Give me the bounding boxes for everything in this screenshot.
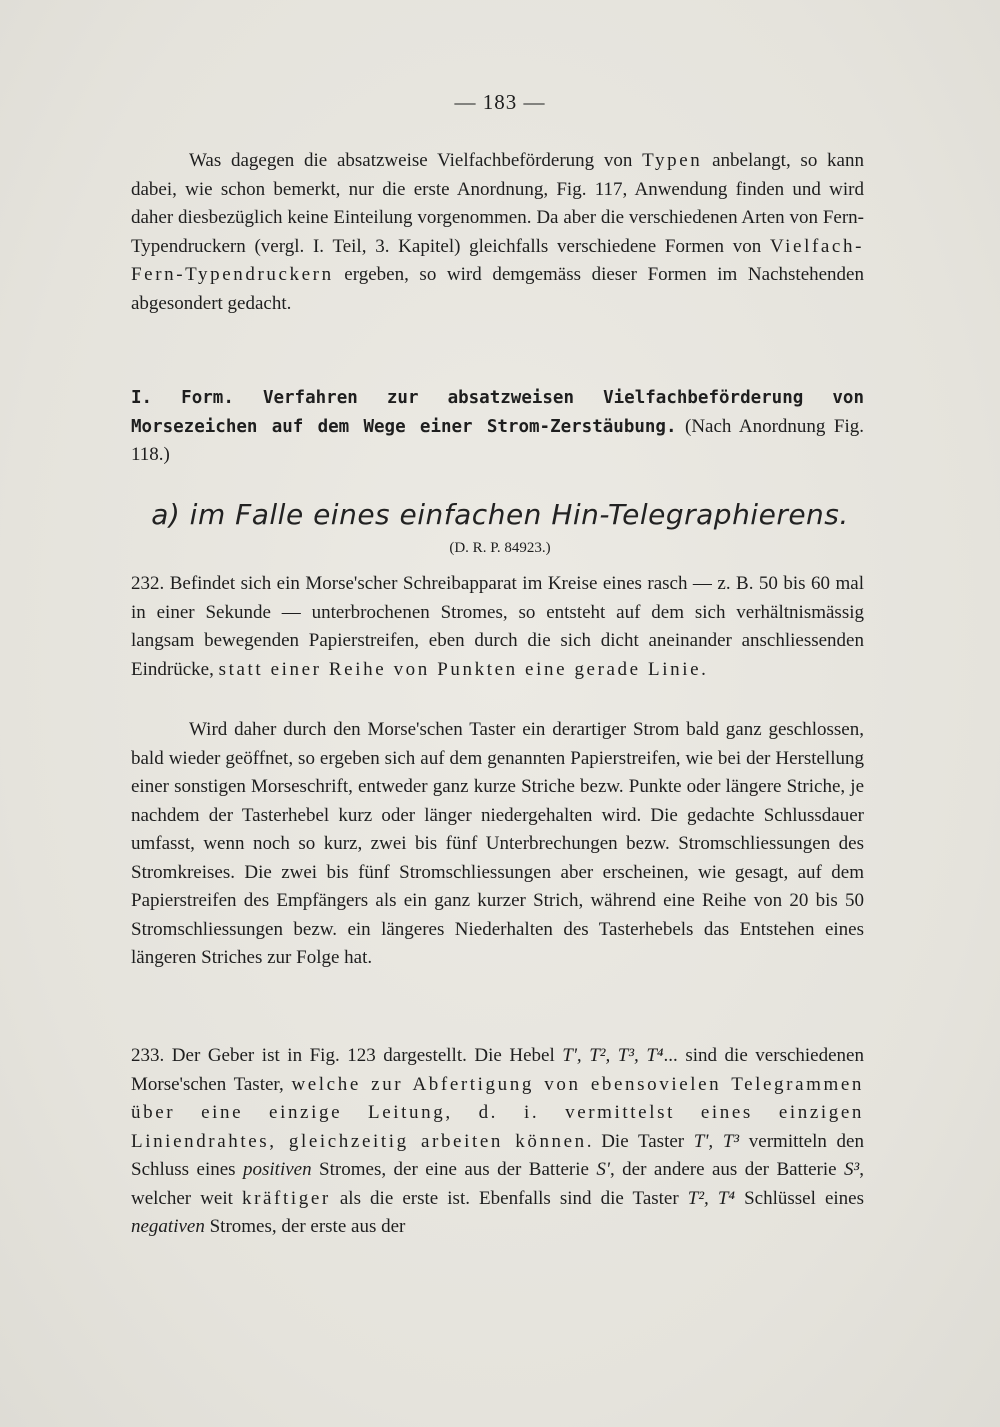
- section-233-battery-3: S³: [844, 1159, 860, 1180]
- section-233-text-19: Stromes, der erste aus der: [204, 1216, 406, 1237]
- intro-paragraph: [131, 147, 864, 318]
- page-number: — 183 —: [454, 90, 546, 114]
- section-232-text-1: 232. Befindet sich ein Morse'scher Schreibapparat im Kreise eines rasch — z. B. 50 bis 60 mal in einer Sekunde — unterbrochenen Stromes, so entsteht auf dem sich verhältnismässig langsam bewegenden Papierstreifen, eben durch die sich dicht aneinander anschliessenden Eindrücke,: [131, 573, 864, 680]
- section-233-negative: negativen: [131, 1216, 205, 1237]
- form-heading-note: (Nach Anordnung Fig. 118.): [131, 415, 865, 465]
- section-233-text-1: 233. Der Geber ist in Fig. 123 dargestellt. Die Hebel: [131, 1045, 563, 1066]
- intro-text-1: Was dagegen die absatzweise Vielfachbeförderung von: [189, 150, 643, 171]
- section-232-spaced: statt einer Reihe von Punkten eine gerade Linie: [218, 658, 702, 680]
- section-233-text-9: Stromes, der eine aus der Batterie: [311, 1159, 597, 1180]
- section-233-spaced-stronger: kräftiger: [241, 1187, 331, 1209]
- intro-spaced-term: Vielfach-Fern-Typendruckern: [131, 235, 864, 285]
- section-233-keys-2: T², T⁴: [687, 1187, 736, 1209]
- section-233-text-3: ... sind die verschiedenen Morse'schen Taster,: [131, 1045, 864, 1095]
- section-233-text-17: Schlüssel eines: [735, 1187, 864, 1209]
- section-233-text-7: vermitteln den Schluss eines: [131, 1130, 864, 1180]
- form-heading: [131, 384, 864, 470]
- section-233-keys-1: T', T³: [693, 1130, 740, 1152]
- subheading-italic: a) im Falle eines einfachen Hin-Telegraphierens.: [151, 498, 849, 531]
- patent-reference: (D. R. P. 84923.): [449, 540, 551, 556]
- section-233-text-13: , welcher weit: [131, 1159, 864, 1209]
- section-232-text-3: .: [701, 658, 706, 680]
- intro-spaced-typen: Typen: [642, 150, 703, 171]
- section-233-spaced: welche zur Abfertigung von ebensovielen Telegrammen über eine einzige Leitung, d. i. vermittelst eines einzigen Liniendrahtes, gleichzeitig arbeiten können: [131, 1073, 864, 1152]
- section-233-paragraph: [131, 1042, 864, 1242]
- section-233-battery-1: S': [596, 1159, 610, 1180]
- section-233-text-15: als die erste ist. Ebenfalls sind die Taster: [330, 1187, 688, 1209]
- section-233-positive: positiven: [243, 1159, 312, 1180]
- section-232-continuation: Wird daher durch den Morse'schen Taster ein derartiger Strom bald ganz geschlossen, bald wieder geöffnet, so ergeben sich auf dem genannten Papierstreifen, wie bei der Herstellung einer sonstigen Morseschrift, entweder ganz kurze Striche bezw. Punkte oder längere Striche, je nachdem der Tasterhebel kurz oder länger niedergehalten wird. Die gedachte Schlussdauer umfasst, wenn noch so kurz, zwei bis fünf Unterbrechungen bezw. Stromschliessungen des Stromkreises. Die zwei bis fünf Stromschliessungen aber erscheinen, wie gesagt, auf dem Papierstreifen des Empfängers als ein ganz kurzer Strich, während eine Reihe von 20 bis 50 Stromschliessungen bezw. ein längeres Niederhalten des Tasterhebels das Entstehen eines längeren Striches zur Folge hat.: [131, 719, 864, 968]
- section-233-levers: T', T², T³, T⁴: [562, 1045, 664, 1066]
- section-233-text-11: , der andere aus der Batterie: [609, 1159, 845, 1180]
- section-232-paragraph: [131, 570, 864, 684]
- section-233-text-5: . Die Taster: [586, 1130, 694, 1152]
- intro-text-3: anbelangt, so kann dabei, wie schon bemerkt, nur die erste Anordnung, Fig. 117, Anwendung finden und wird daher diesbezüglich keine Einteilung vorgenommen. Da aber die verschiedenen Arten von Fern-Typendruckern (vergl. I. Teil, 3. Kapitel) gleichfalls verschiedene Formen von: [131, 150, 864, 257]
- intro-text-5: ergeben, so wird demgemäss dieser Formen im Nachstehenden abgesondert gedacht.: [131, 264, 864, 314]
- form-heading-bold: I. Form. Verfahren zur absatzweisen Vielfachbeförderung von Morsezeichen auf dem Wege einer Strom-Zerstäubung.: [131, 388, 864, 437]
